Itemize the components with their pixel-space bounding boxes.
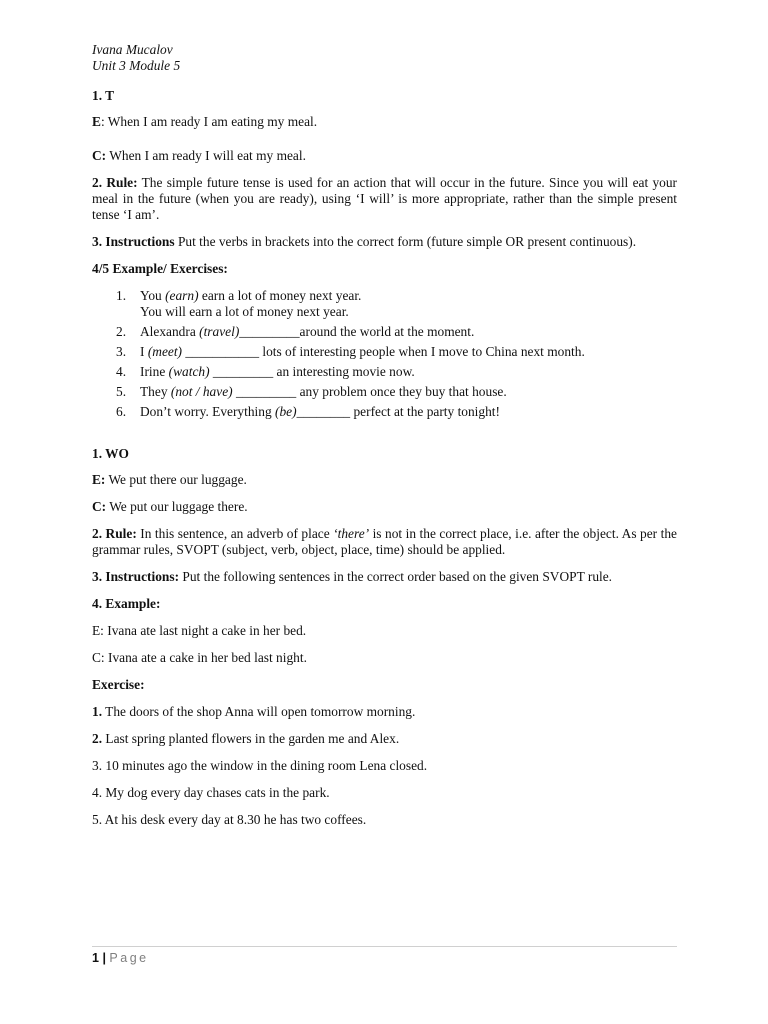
list-item: 1. You (earn) earn a lot of money next year. You will earn a lot of money next year.	[116, 288, 362, 319]
list-item: 5. They (not / have) _________ any problem once they buy that house.	[116, 384, 507, 399]
section2-example-title: 4. Example:	[92, 596, 161, 611]
example-answer: You will earn a lot of money next year.	[140, 304, 349, 319]
list-item: 4. My dog every day chases cats in the park.	[92, 785, 330, 800]
section1-correct-example	[92, 148, 677, 164]
section2-exercise-title: Exercise:	[92, 677, 145, 692]
list-item: 6. Don’t worry. Everything (be)________ perfect at the party tonight!	[116, 404, 500, 419]
correct-label: C:	[92, 148, 107, 163]
page-label: Page	[109, 951, 149, 965]
section1-title: 1. T	[92, 88, 115, 103]
list-item: 3. I (meet) ___________ lots of interesting people when I move to China next month.	[116, 344, 585, 359]
rule-text: The simple future tense is used for an action that will occur in the future. Since you will eat your meal in the future (when you are ready), using ‘I will’ is more appropriate, rather than the simple present tense ‘I am’.	[92, 175, 677, 222]
section2-error-example: E: We put there our luggage.	[92, 472, 247, 487]
section1-rule	[92, 175, 677, 223]
exercise-list	[92, 288, 677, 420]
page-number: 1	[92, 951, 99, 965]
rule-label: 2. Rule:	[92, 175, 138, 190]
section2-rule: 2. Rule: In this sentence, an adverb of place ‘there’ is not in the correct place, i.e. after the object. As per the grammar rules, SVOPT (subject, verb, object, place, time) should be applied.	[92, 526, 677, 557]
section1-exercises-title: 4/5 Example/ Exercises:	[92, 261, 228, 276]
section2-example-correct: C: Ivana ate a cake in her bed last night.	[92, 650, 307, 665]
list-item: 5. At his desk every day at 8.30 he has two coffees.	[92, 812, 367, 827]
list-item: 1. The doors of the shop Anna will open tomorrow morning.	[92, 704, 416, 719]
author-name: Ivana Mucalov	[92, 42, 173, 57]
instructions-label: 3. Instructions	[92, 234, 175, 249]
error-label: E	[92, 114, 101, 129]
list-item: 3. 10 minutes ago the window in the dining room Lena closed.	[92, 758, 428, 773]
section2-correct-example: C: We put our luggage there.	[92, 499, 248, 514]
section2-title: 1. WO	[92, 446, 129, 461]
list-item: 2. Alexandra (travel)_________around the world at the moment.	[116, 324, 475, 339]
instructions-text: Put the verbs in brackets into the correct form (future simple OR present continuous).	[174, 234, 637, 249]
section1-error-example	[92, 114, 677, 130]
list-item: 2. Last spring planted flowers in the garden me and Alex.	[92, 731, 400, 746]
document-page	[92, 42, 677, 839]
unit-module: Unit 3 Module 5	[92, 58, 181, 73]
section2-example-error: E: Ivana ate last night a cake in her bed.	[92, 623, 307, 638]
list-item: 4. Irine (watch) _________ an interesting movie now.	[116, 364, 415, 379]
document-header	[92, 42, 677, 74]
footer-separator: |	[102, 951, 106, 965]
section2-instructions: 3. Instructions: Put the following sentences in the correct order based on the given SVOPT rule.	[92, 569, 613, 584]
page-footer	[92, 946, 677, 966]
correct-text: When I am ready I will eat my meal.	[106, 148, 306, 163]
section1-instructions	[92, 234, 677, 250]
error-text: : When I am ready I am eating my meal.	[100, 114, 318, 129]
